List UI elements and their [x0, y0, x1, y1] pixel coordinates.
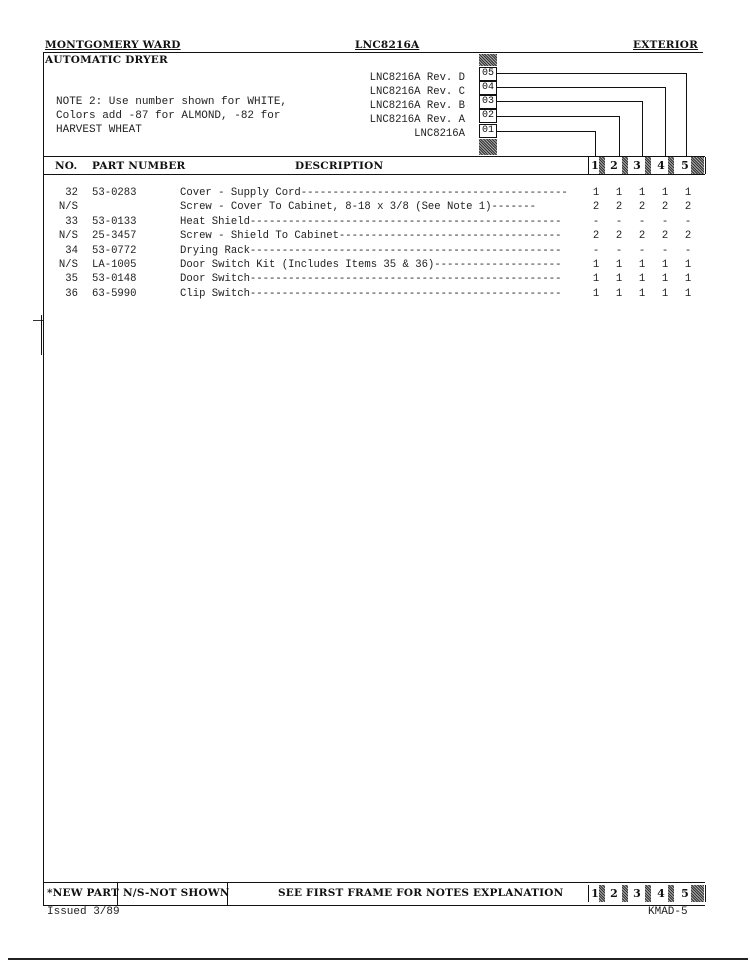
- footer-variant-header: [588, 885, 706, 902]
- page-bottom-rule: [8, 958, 748, 960]
- revision-code-box: 03: [479, 95, 497, 109]
- issued-date: Issued 3/89: [47, 906, 120, 918]
- note-2: [56, 95, 287, 137]
- qty-cell: 1: [684, 273, 692, 286]
- revision-label: LNC8216A Rev. B: [369, 100, 465, 112]
- footer-new-part: *NEW PART: [47, 887, 119, 899]
- table-row: [0, 201, 750, 215]
- part-number: LA-1005: [92, 259, 137, 271]
- revision-connector: [497, 116, 620, 117]
- variant-number: 5: [681, 887, 689, 900]
- qty-cell: 1: [638, 273, 646, 286]
- part-description: Door Switch-------------------------------------------------: [180, 273, 562, 286]
- item-number: 36: [65, 287, 78, 300]
- qty-cell: -: [592, 244, 600, 257]
- qty-cell: -: [661, 215, 669, 228]
- variant-header: [588, 157, 706, 174]
- part-description: Door Switch Kit (Includes Items 35 & 36)--------------------: [180, 259, 562, 271]
- part-description: Heat Shield-------------------------------------------------: [180, 215, 562, 228]
- revision-label: LNC8216A Rev. A: [369, 114, 465, 126]
- column-header-bottom-rule: [43, 174, 705, 175]
- variant-number: 4: [657, 887, 665, 900]
- qty-cell: 2: [615, 230, 623, 243]
- qty-cell: 1: [661, 187, 669, 199]
- table-row: [0, 187, 750, 201]
- part-number: 53-0148: [92, 273, 137, 286]
- revision-connector: [497, 131, 596, 132]
- header-top-rule: [43, 52, 703, 53]
- note-line: Colors add -87 for ALMOND, -82 for: [56, 110, 281, 122]
- qty-cell: 1: [684, 259, 692, 271]
- qty-cell: 2: [684, 230, 692, 243]
- page-left-border: [43, 52, 44, 905]
- variant-number: 2: [610, 887, 618, 900]
- part-description: Clip Switch-------------------------------------------------: [180, 287, 562, 300]
- qty-cell: 2: [592, 230, 600, 243]
- revision-code-box: 04: [479, 81, 497, 95]
- qty-cell: -: [684, 244, 692, 257]
- variant-number: 2: [610, 159, 618, 172]
- item-number: 33: [65, 215, 78, 228]
- variant-number: 1: [591, 887, 599, 900]
- table-row: [0, 245, 750, 259]
- item-number: N/S: [58, 259, 78, 271]
- qty-cell: -: [615, 244, 623, 257]
- part-description: Drying Rack-------------------------------------------------: [180, 244, 562, 257]
- qty-cell: 2: [661, 230, 669, 243]
- revision-connector: [595, 131, 596, 156]
- variant-number: 4: [657, 159, 665, 172]
- scan-mark: [41, 315, 42, 355]
- variant-number: 1: [591, 159, 599, 172]
- qty-cell: 1: [684, 287, 692, 300]
- part-number: 63-5990: [92, 287, 137, 300]
- item-number: 35: [65, 273, 78, 286]
- qty-cell: 1: [615, 259, 623, 271]
- qty-cell: -: [638, 244, 646, 257]
- variant-number: 3: [633, 887, 641, 900]
- item-number: N/S: [58, 201, 78, 214]
- revision-connector: [619, 116, 620, 156]
- item-number: 32: [65, 187, 78, 199]
- item-number: 34: [65, 244, 78, 257]
- revision-connector: [497, 87, 666, 88]
- revision-connector: [642, 101, 643, 156]
- qty-cell: -: [592, 215, 600, 228]
- note-line: NOTE 2: Use number shown for WHITE,: [56, 96, 288, 108]
- part-description: Cover - Supply Cord------------------------------------------: [180, 187, 568, 199]
- footer-not-shown: N/S-NOT SHOWN: [123, 887, 230, 899]
- revision-connector: [686, 73, 687, 156]
- table-row: [0, 273, 750, 287]
- variant-number: 3: [633, 159, 641, 172]
- table-row: [0, 259, 750, 273]
- qty-cell: -: [684, 215, 692, 228]
- revision-connector: [665, 87, 666, 156]
- revision-code-box: 02: [479, 109, 497, 123]
- part-number: 53-0283: [92, 187, 137, 199]
- qty-cell: -: [661, 244, 669, 257]
- page-code: KMAD-5: [648, 906, 688, 918]
- qty-cell: 1: [615, 273, 623, 286]
- column-header-description: DESCRIPTION: [295, 160, 384, 172]
- revision-column-shade-bottom: [479, 139, 497, 155]
- table-row: [0, 216, 750, 230]
- qty-cell: 1: [592, 273, 600, 286]
- qty-cell: 1: [661, 259, 669, 271]
- part-description: Screw - Shield To Cabinet-----------------------------------: [180, 230, 562, 243]
- part-description: Screw - Cover To Cabinet, 8-18 x 3/8 (See Note 1)-------: [180, 201, 537, 214]
- section-title: EXTERIOR: [633, 39, 699, 51]
- qty-cell: 1: [638, 259, 646, 271]
- qty-cell: 2: [592, 201, 600, 214]
- qty-cell: 1: [684, 187, 692, 199]
- revision-labels: [355, 71, 465, 141]
- parts-list: [0, 187, 750, 307]
- revision-connector: [497, 73, 687, 74]
- column-header-no: NO.: [55, 160, 78, 172]
- qty-cell: 1: [592, 259, 600, 271]
- variant-number: 5: [681, 159, 689, 172]
- item-number: N/S: [58, 230, 78, 243]
- qty-cell: -: [615, 215, 623, 228]
- model-number: LNC8216A: [355, 39, 420, 51]
- qty-cell: 1: [638, 287, 646, 300]
- product-title: AUTOMATIC DRYER: [45, 54, 168, 66]
- note-line: HARVEST WHEAT: [56, 124, 142, 136]
- revision-label: LNC8216A: [414, 128, 465, 140]
- revision-code-box: 05: [479, 67, 497, 81]
- qty-cell: 1: [638, 187, 646, 199]
- qty-cell: 1: [615, 287, 623, 300]
- revision-connector: [497, 101, 643, 102]
- qty-cell: 2: [684, 201, 692, 214]
- qty-cell: -: [638, 215, 646, 228]
- qty-cell: 2: [638, 230, 646, 243]
- qty-cell: 1: [661, 287, 669, 300]
- revision-label: LNC8216A Rev. C: [369, 86, 465, 98]
- part-number: 25-3457: [92, 230, 137, 243]
- revision-code-box: 01: [479, 124, 497, 138]
- table-row: [0, 230, 750, 244]
- table-row: [0, 288, 750, 302]
- column-header-part-number: PART NUMBER: [92, 160, 186, 172]
- footer-notes-explanation: SEE FIRST FRAME FOR NOTES EXPLANATION: [278, 887, 564, 899]
- qty-cell: 1: [661, 273, 669, 286]
- part-number: 53-0133: [92, 215, 137, 228]
- revision-column-shade-top: [479, 54, 497, 66]
- revision-label: LNC8216A Rev. D: [369, 72, 465, 84]
- qty-cell: 1: [615, 187, 623, 199]
- footer-bar: [43, 882, 705, 906]
- part-number: 53-0772: [92, 244, 137, 257]
- company-name: MONTGOMERY WARD: [45, 39, 181, 51]
- qty-cell: 2: [615, 201, 623, 214]
- qty-cell: 1: [592, 187, 600, 199]
- qty-cell: 2: [638, 201, 646, 214]
- qty-cell: 2: [661, 201, 669, 214]
- qty-cell: 1: [592, 287, 600, 300]
